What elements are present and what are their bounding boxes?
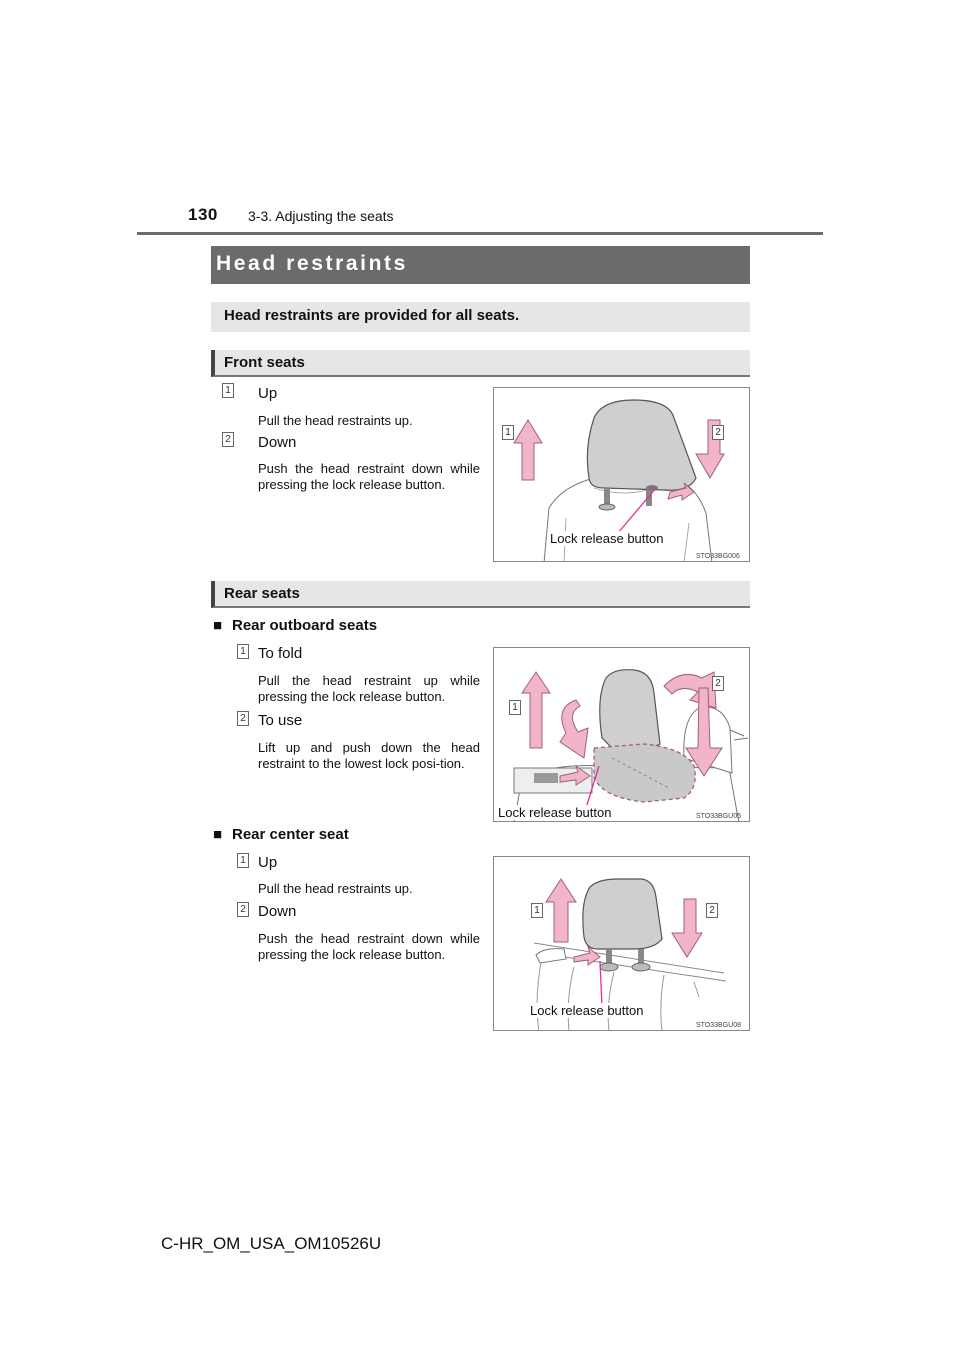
page-number: 130 (188, 205, 218, 224)
step-title: Up (258, 385, 278, 402)
bullet-square-icon: ■ (213, 826, 223, 843)
step-title: Down (258, 434, 297, 451)
rear-seats-heading: Rear seats (224, 585, 300, 602)
subsection-title: Rear outboard seats (232, 617, 378, 634)
section-title: Head restraints (216, 252, 408, 275)
step-description: Lift up and push down the head restraint to the lowest lock posi-tion. (258, 740, 480, 771)
lock-release-button-label: Lock release button (550, 531, 664, 546)
figure-code: STO33BGU08 (696, 1022, 742, 1029)
figure-marker-2: 2 (712, 676, 724, 691)
front-seat-illustration (493, 387, 750, 562)
step-number-icon: 1 (222, 383, 234, 398)
step-number-icon: 1 (237, 644, 249, 659)
step-title: Down (258, 903, 297, 920)
figure-marker-2: 2 (706, 903, 718, 918)
header-rule (137, 232, 823, 235)
figure-code: STO33BGU05 (696, 813, 742, 820)
subsection-title: Rear center seat (232, 826, 349, 843)
front-seats-heading: Front seats (224, 354, 305, 371)
lock-release-button-label: Lock release button (498, 805, 612, 820)
step-description: Push the head restraint down while pressing the lock release button. (258, 931, 480, 962)
step-number-icon: 2 (222, 432, 234, 447)
intro-text: Head restraints are provided for all seats. (224, 307, 520, 324)
step-number-icon: 2 (237, 902, 249, 917)
figure-marker-1: 1 (502, 425, 514, 440)
step-description: Pull the head restraint up while pressing the lock release button. (258, 673, 480, 704)
rear-outboard-seat-illustration (493, 647, 750, 822)
chapter-title: 3-3. Adjusting the seats (248, 208, 394, 224)
figure-code: STO33BG006 (696, 553, 740, 560)
step-number-icon: 2 (237, 711, 249, 726)
bullet-square-icon: ■ (213, 617, 223, 634)
figure-marker-1: 1 (509, 700, 521, 715)
document-id: C-HR_OM_USA_OM10526U (161, 1234, 382, 1253)
figure-marker-1: 1 (531, 903, 543, 918)
figure-marker-2: 2 (712, 425, 724, 440)
step-title: To fold (258, 645, 303, 662)
lock-release-button-label: Lock release button (530, 1003, 644, 1018)
step-description: Pull the head restraints up. (258, 413, 413, 428)
step-number-icon: 1 (237, 853, 249, 868)
step-title: Up (258, 854, 278, 871)
step-description: Pull the head restraints up. (258, 881, 413, 896)
step-description: Push the head restraint down while pressing the lock release button. (258, 461, 480, 492)
step-title: To use (258, 712, 303, 729)
rear-center-seat-illustration (493, 856, 750, 1031)
